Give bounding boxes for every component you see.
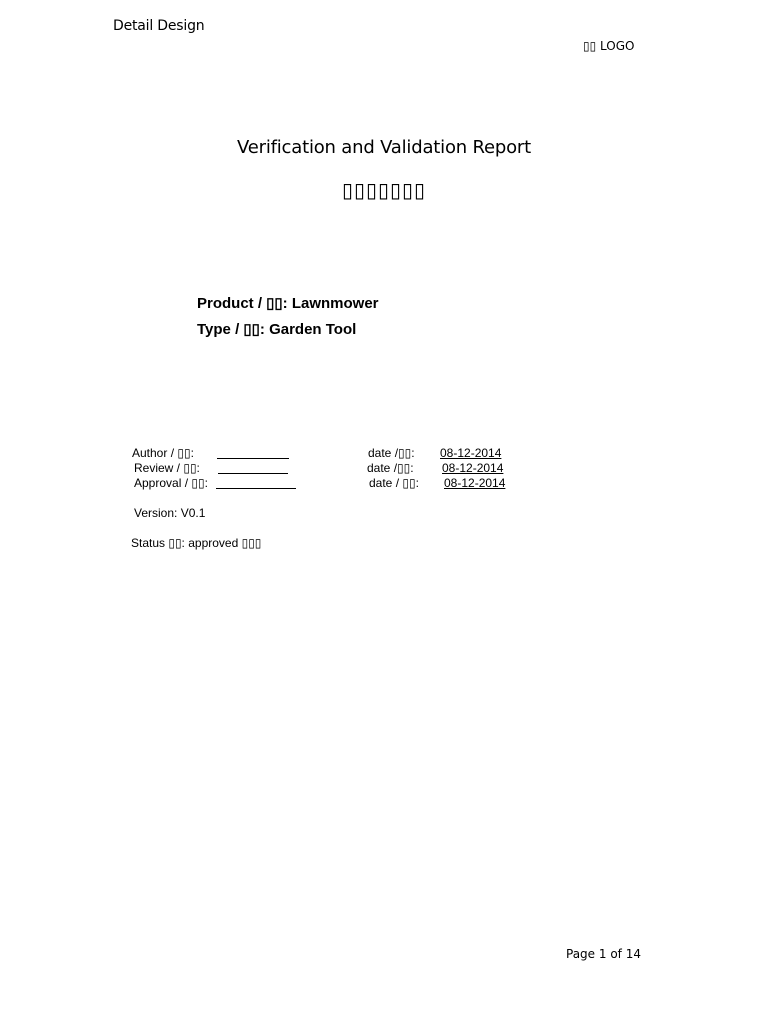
page-number: Page 1 of 14 <box>566 947 641 961</box>
approval-label: Approval / ▯▯: <box>134 476 208 490</box>
review-signature-line <box>218 473 288 474</box>
product-type: Type / ▯▯: Garden Tool <box>197 321 357 338</box>
header-logo-text: ▯▯ LOGO <box>583 39 635 53</box>
author-signature-line <box>217 458 289 459</box>
approval-date-value: 08-12-2014 <box>444 476 506 490</box>
header-doc-type: Detail Design <box>113 18 205 34</box>
author-date-label: date /▯▯: <box>368 446 415 460</box>
version-text: Version: V0.1 <box>134 506 206 520</box>
review-date-label: date /▯▯: <box>367 461 414 475</box>
review-date-value: 08-12-2014 <box>442 461 504 475</box>
author-date-value: 08-12-2014 <box>440 446 502 460</box>
author-label: Author / ▯▯: <box>132 446 194 460</box>
product-name: Product / ▯▯: Lawnmower <box>197 295 379 312</box>
approval-signature-line <box>216 488 296 489</box>
approval-date-label: date / ▯▯: <box>369 476 419 490</box>
status-text: Status ▯▯: approved ▯▯▯ <box>131 536 262 550</box>
document-subtitle: ▯▯▯▯▯▯▯ <box>341 178 427 202</box>
document-title: Verification and Validation Report <box>237 137 531 158</box>
review-label: Review / ▯▯: <box>134 461 200 475</box>
